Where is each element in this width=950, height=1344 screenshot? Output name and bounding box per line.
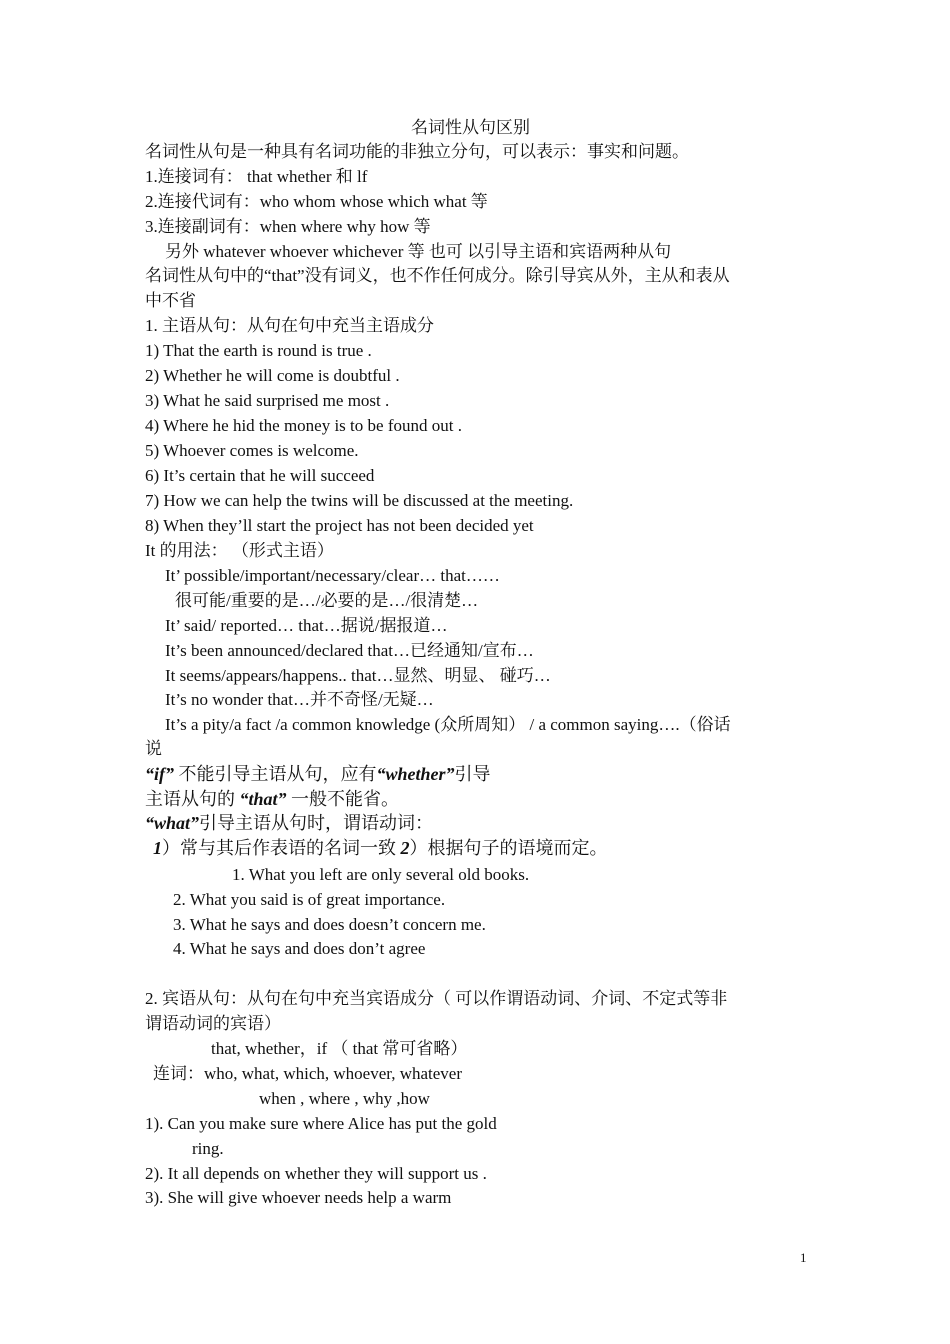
object-that-line: that, whether，if （ that 常可省略） <box>211 1039 468 1058</box>
connector-line-1: 1.连接词有： that whether 和 lf <box>145 167 368 186</box>
it-usage-line-5: It seems/appears/happens.. that…显然、明显、 碰巧… <box>165 666 551 685</box>
object-clause-heading: 2. 宾语从句：从句在句中充当宾语成分（ 可以作谓语动词、介词、不定式等非 <box>145 989 728 1008</box>
rule-what-line <box>145 812 433 834</box>
subject-example-6: 6) It’s certain that he will succeed <box>145 466 375 485</box>
that-note-line-1: 名词性从句中的“that”没有词义，也不作任何成分。除引导宾从外，主从和表从 <box>145 266 730 285</box>
what-example-4: 4. What he says and does don’t agree <box>173 939 426 958</box>
rule-whether-text: 引导 <box>454 764 491 784</box>
keyword-if: “if” <box>145 764 174 784</box>
it-usage-line-8: 说 <box>145 739 162 758</box>
also-line: 另外 whatever whoever whichever 等 也可 以引导主语和宾语两种从句 <box>165 242 672 261</box>
page-title: 名词性从句区别 <box>411 118 530 137</box>
it-usage-line-4: It’s been announced/declared that…已经通知/宣布… <box>165 641 534 660</box>
it-usage-line-6: It’s no wonder that…并不奇怪/无疑… <box>165 690 434 709</box>
rule-number-2: 2 <box>400 838 410 858</box>
what-example-3: 3. What he says and does doesn’t concern me. <box>173 915 486 934</box>
rule-that-line <box>145 788 399 810</box>
object-connectors-line-2: when , where , why ,how <box>259 1089 430 1108</box>
rule-2-text: ）根据句子的语境而定。 <box>409 838 608 858</box>
subject-example-7: 7) How we can help the twins will be discussed at the meeting. <box>145 491 574 510</box>
subject-example-2: 2) Whether he will come is doubtful . <box>145 366 400 385</box>
subject-example-3: 3) What he said surprised me most . <box>145 391 390 410</box>
object-example-1-cont: ring. <box>192 1139 224 1158</box>
object-example-1: 1). Can you make sure where Alice has put the gold <box>145 1114 497 1133</box>
it-usage-line-7: It’s a pity/a fact /a common knowledge (众所周知） / a common saying….（俗话 <box>165 715 731 734</box>
rule-that-suffix: 一般不能省。 <box>286 789 400 809</box>
what-example-2: 2. What you said is of great importance. <box>173 890 446 909</box>
it-usage-heading: It 的用法： （形式主语） <box>145 541 334 560</box>
rule-1-text: ）常与其后作表语的名词一致 <box>162 838 401 858</box>
keyword-that: “that” <box>239 789 287 809</box>
intro-line: 名词性从句是一种具有名词功能的非独立分句，可以表示：事实和问题。 <box>145 142 689 161</box>
keyword-what: “what” <box>145 813 200 833</box>
that-note-line-2: 中不省 <box>145 291 196 310</box>
rule-what-text: 引导主语从句时，谓语动词： <box>199 813 434 833</box>
subject-example-8: 8) When they’ll start the project has not been decided yet <box>145 516 534 535</box>
rule-numbered-line <box>153 837 608 859</box>
keyword-whether: “whether” <box>376 764 455 784</box>
rule-if-text: 不能引导主语从句，应有 <box>174 764 377 784</box>
object-connectors-line: 连词：who, what, which, whoever, whatever <box>153 1064 463 1083</box>
object-example-3: 3). She will give whoever needs help a warm <box>145 1188 452 1207</box>
page-number: 1 <box>800 1250 807 1265</box>
subject-clause-heading: 1. 主语从句：从句在句中充当主语成分 <box>145 316 434 335</box>
rule-number-1: 1 <box>153 838 162 858</box>
object-example-2: 2). It all depends on whether they will support us . <box>145 1164 487 1183</box>
rule-if-line <box>145 763 491 785</box>
it-usage-line-3: It’ said/ reported… that…据说/据报道… <box>165 616 448 635</box>
it-usage-line-1: It’ possible/important/necessary/clear… that…… <box>165 566 500 585</box>
subject-example-5: 5) Whoever comes is welcome. <box>145 441 359 460</box>
subject-example-4: 4) Where he hid the money is to be found out . <box>145 416 462 435</box>
what-example-1: 1. What you left are only several old books. <box>232 865 530 884</box>
object-clause-heading-2: 谓语动词的宾语） <box>145 1014 281 1033</box>
connector-line-2: 2.连接代词有：who whom whose which what 等 <box>145 192 488 211</box>
connector-line-3: 3.连接副词有：when where why how 等 <box>145 217 431 236</box>
subject-example-1: 1) That the earth is round is true . <box>145 341 372 360</box>
it-usage-line-2: 很可能/重要的是…/必要的是…/很清楚… <box>175 591 479 610</box>
rule-that-prefix: 主语从句的 <box>145 789 240 809</box>
